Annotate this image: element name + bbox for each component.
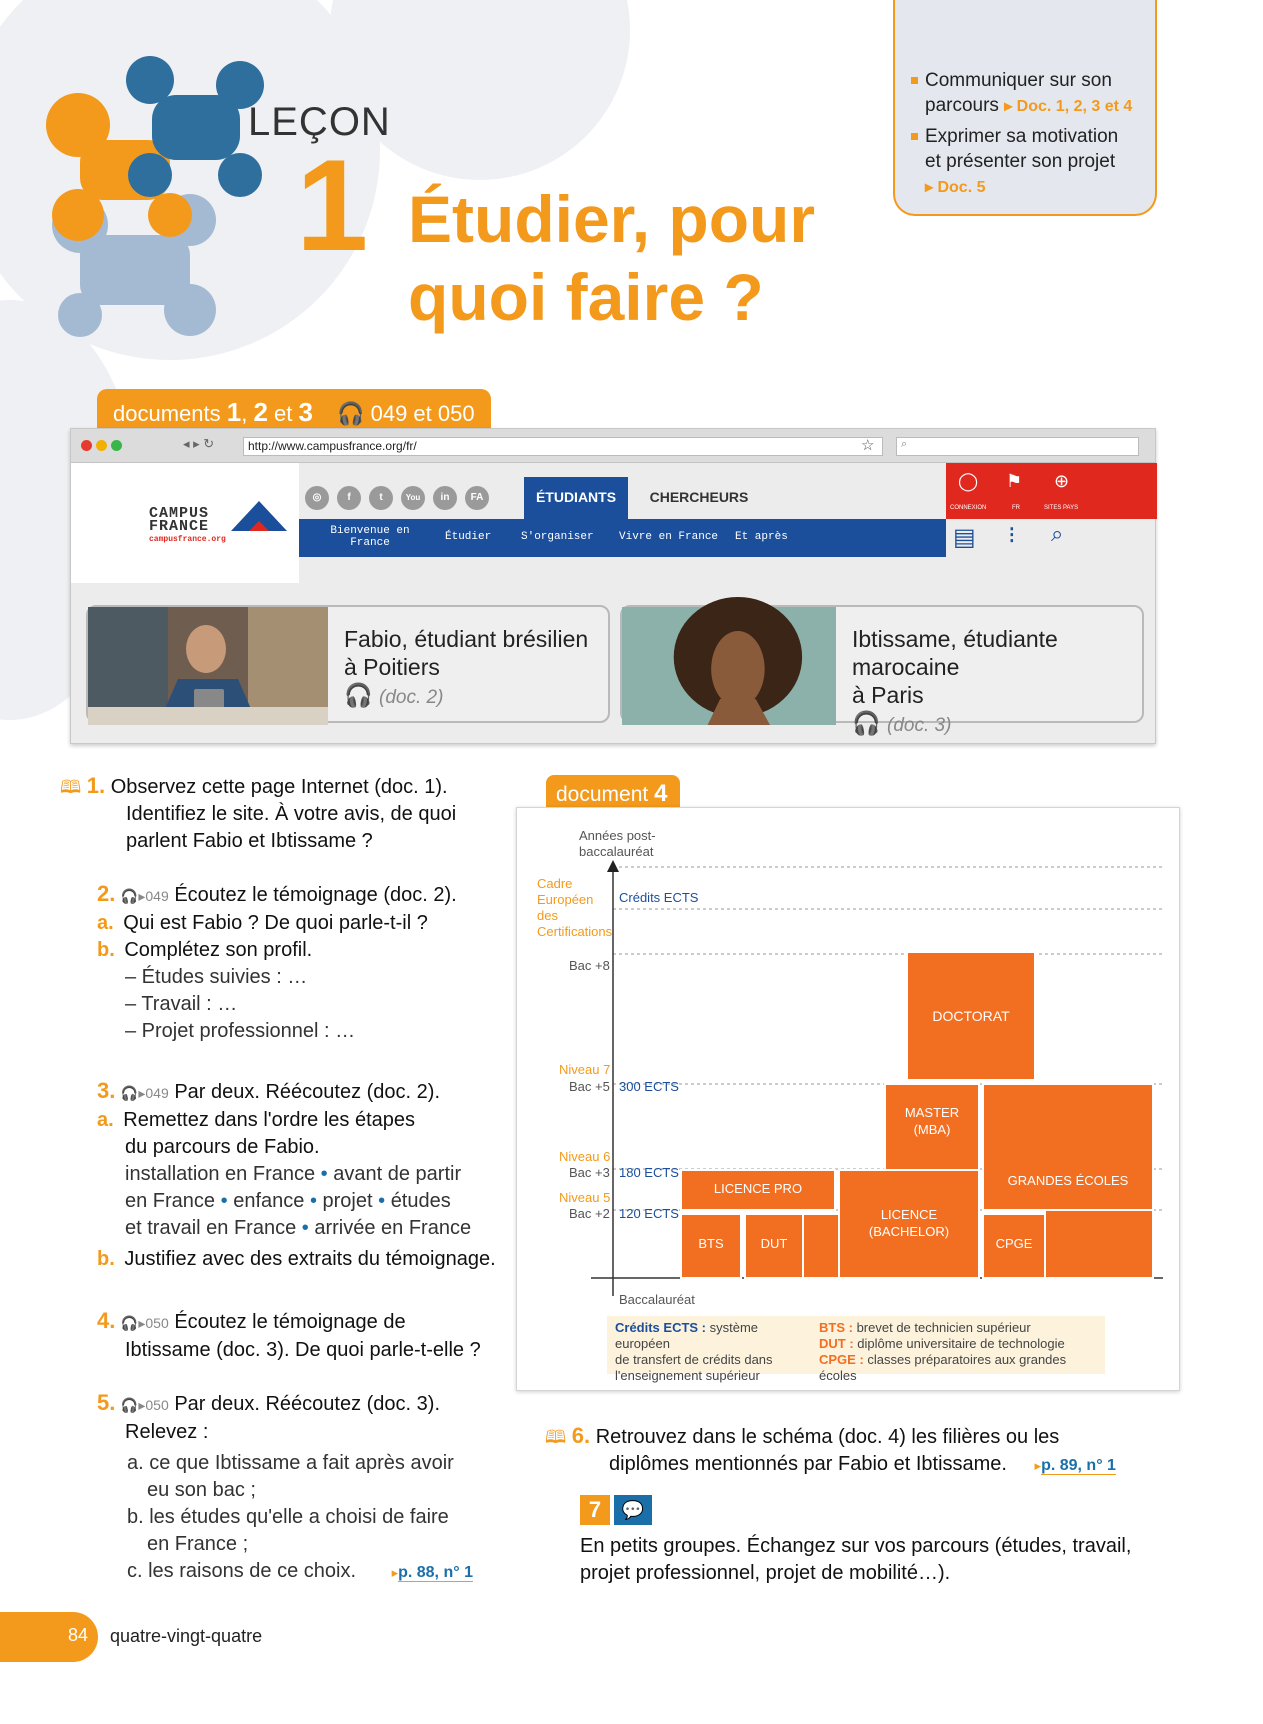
- card-doc-ref: (doc. 3): [887, 715, 952, 736]
- objectives-box: [893, 0, 1157, 216]
- social-linkedin-icon[interactable]: in: [433, 486, 457, 510]
- exercise-7: En petits groupes. Échangez sur vos parcours (études, travail, projet professionnel, projet de mobilité…).: [580, 1535, 1132, 1584]
- card-title: à Poitiers: [344, 654, 440, 680]
- box-licence: LICENCE (BACHELOR): [868, 1207, 950, 1239]
- search-icon[interactable]: ⌕: [1051, 521, 1064, 546]
- maximize-dot-icon[interactable]: [111, 440, 122, 451]
- exercise-7-badge: 7: [580, 1495, 610, 1525]
- star-icon[interactable]: ☆: [861, 437, 875, 454]
- social-youtube-icon[interactable]: You: [401, 486, 425, 510]
- row-ects: 300 ECTS: [619, 1079, 679, 1094]
- document-4-tab: document 4: [546, 775, 680, 809]
- campus-france-logo-icon: [231, 501, 287, 537]
- exercise-4: 4. 🎧▸050 Écoutez le témoignage de Ibtissame (doc. 3). De quoi parle-t-elle ?: [97, 1308, 481, 1361]
- lecon-number: 1: [296, 132, 369, 278]
- nav-item[interactable]: S'organiser: [521, 531, 594, 543]
- speech-bubble-icon: 💬: [614, 1495, 652, 1525]
- objective-item: Exprimer sa motivation et présenter son projet ▸ Doc. 5: [911, 124, 1145, 200]
- book-icon: 🕮: [545, 1427, 567, 1447]
- fabio-photo: [88, 607, 328, 725]
- title-line: quoi faire ?: [408, 260, 764, 334]
- cadre-label: Cadre Européen des Certifications: [537, 876, 613, 939]
- exercise-5: 5. 🎧▸050 Par deux. Réécoutez (doc. 3). Relevez : a. ce que Ibtissame a fait après avoir eu son bac ; b. les études qu'elle a choisi de faire en France ; c. les raisons de ce choix. ▸p. 88, n° 1: [97, 1390, 473, 1582]
- row-niveau: Niveau 5: [559, 1190, 611, 1205]
- row-bac: Bac +5: [569, 1079, 610, 1094]
- lecon-logo-icon: [40, 55, 270, 335]
- account-bar: ◯ ⚑ ⊕ CONNEXION FR SITES PAYS: [946, 463, 1157, 519]
- document-4-diagram: [516, 807, 1180, 1391]
- user-icon[interactable]: ◯: [958, 471, 979, 491]
- objective-item: Communiquer sur son parcours ▸ Doc. 1, 2, 3 et 4: [911, 68, 1145, 119]
- minimize-dot-icon[interactable]: [96, 440, 107, 451]
- exercise-reference[interactable]: p. 88, n° 1: [398, 1564, 473, 1581]
- headphones-icon: 🎧: [120, 1397, 139, 1413]
- globe-icon[interactable]: ⊕: [1054, 471, 1070, 491]
- site-nav: [299, 519, 946, 557]
- exercise-3: 3. 🎧▸049 Par deux. Réécoutez (doc. 2). a. Remettez dans l'ordre les étapes du parcours de Fabio. installation en France • avant de partir en France • enfance • projet • études et travail en France • arrivée en France b. Justifiez avec des extraits du témoignage.: [97, 1078, 496, 1270]
- social-facebook-icon[interactable]: f: [337, 486, 361, 510]
- credits-label: Crédits ECTS: [619, 890, 699, 905]
- headphones-icon: 🎧: [337, 401, 365, 426]
- card-doc-ref: (doc. 2): [379, 687, 444, 708]
- row-ects: 120 ECTS: [619, 1206, 679, 1221]
- audio-track[interactable]: 🎧▸049: [120, 1085, 169, 1101]
- browser-window: [70, 428, 1156, 744]
- headphones-icon: 🎧: [852, 710, 881, 736]
- y-axis-title: Années post- baccalauréat: [579, 828, 656, 859]
- row-niveau: Niveau 6: [559, 1149, 611, 1164]
- nav-item[interactable]: Bienvenue en France: [330, 525, 410, 549]
- page-title: [408, 180, 815, 336]
- flag-icon[interactable]: ⚑: [1006, 471, 1023, 491]
- nav-item[interactable]: Et après: [735, 531, 788, 543]
- tab-chercheurs[interactable]: CHERCHEURS: [649, 489, 749, 505]
- exercise-reference[interactable]: p. 89, n° 1: [1041, 1457, 1116, 1474]
- card-title: à Paris: [852, 682, 924, 708]
- row-bac: Bac +3: [569, 1165, 610, 1180]
- social-fa-icon[interactable]: FA: [465, 486, 489, 510]
- education-diagram: [517, 808, 1181, 1392]
- profile-card[interactable]: [86, 605, 610, 723]
- headphones-icon: 🎧: [344, 682, 373, 708]
- box-bts: BTS: [698, 1236, 724, 1251]
- documents-tab: documents 1, 2 et 3 🎧 049 et 050: [97, 389, 491, 429]
- headphones-icon: 🎧: [120, 1315, 139, 1331]
- box-cpge: CPGE: [995, 1236, 1033, 1251]
- audio-track[interactable]: 🎧▸050: [120, 1315, 169, 1331]
- browser-search-input[interactable]: ⌕: [896, 437, 1139, 456]
- exercise-2: 2. 🎧▸049 Écoutez le témoignage (doc. 2). a. Qui est Fabio ? De quoi parle-t-il ? b. Complétez son profil. – Études suivies : … – Travail : … – Projet professionnel : …: [97, 881, 457, 1042]
- box-licence-pro: LICENCE PRO: [713, 1181, 803, 1196]
- tab-etudiants[interactable]: ÉTUDIANTS: [524, 477, 628, 519]
- page-number: 84: [68, 1625, 89, 1645]
- baseline-label: Baccalauréat: [619, 1292, 695, 1307]
- row-ects: 180 ECTS: [619, 1165, 679, 1180]
- headphones-icon: 🎧: [120, 1085, 139, 1101]
- info-icon[interactable]: ⁝: [1008, 522, 1016, 549]
- card-title: Fabio, étudiant brésilien: [344, 626, 589, 652]
- close-dot-icon[interactable]: [81, 440, 92, 451]
- url-bar[interactable]: http://www.campusfrance.org/fr/: [243, 437, 883, 456]
- ibtissame-photo: [622, 607, 836, 725]
- box-grandes-ecoles: GRANDES ÉCOLES: [1007, 1173, 1129, 1188]
- card-title: Ibtissame, étudiante marocaine: [852, 626, 1058, 680]
- box-doctorat: DOCTORAT: [932, 1008, 1010, 1024]
- book-icon[interactable]: ▤: [953, 524, 976, 551]
- lecon-label: LEÇON: [248, 100, 391, 144]
- exercise-1: 🕮 1. Observez cette page Internet (doc. 1). Identifiez le site. À votre avis, de quoi parlent Fabio et Ibtissame ?: [60, 773, 457, 852]
- page-number-words: quatre-vingt-quatre: [110, 1626, 263, 1646]
- site-logo[interactable]: CAMPUS FRANCE campusfrance.org: [71, 463, 299, 583]
- row-bac: Bac +8: [569, 958, 610, 973]
- nav-item[interactable]: Étudier: [445, 531, 492, 543]
- book-icon: 🕮: [60, 777, 82, 797]
- headphones-icon: 🎧: [120, 888, 139, 904]
- row-bac: Bac +2: [569, 1206, 610, 1221]
- exercise-6: 🕮 6. Retrouvez dans le schéma (doc. 4) les filières ou les diplômes mentionnés par Fabio et Ibtissame. ▸p. 89, n° 1: [545, 1423, 1116, 1475]
- doc-reference[interactable]: ▸ Doc. 1, 2, 3 et 4: [1004, 98, 1133, 115]
- browser-toolbar: [71, 429, 1155, 463]
- social-instagram-icon[interactable]: ◎: [305, 486, 329, 510]
- social-twitter-icon[interactable]: t: [369, 486, 393, 510]
- box-dut: DUT: [760, 1236, 788, 1251]
- nav-arrows-icon[interactable]: ◂ ▸ ↻: [183, 436, 215, 451]
- audio-track[interactable]: 🎧▸050: [120, 1397, 169, 1413]
- title-line: Étudier, pour: [408, 182, 816, 256]
- nav-item[interactable]: Vivre en France: [619, 531, 719, 543]
- diagram-legend: Crédits ECTS : système européen de transfert de crédits dans l'enseignement supérieur BTS : brevet de technicien supérieur DUT : diplôme universitaire de technologie CPGE : classes préparatoires aux grandes écoles: [607, 1316, 1105, 1374]
- doc-reference[interactable]: ▸ Doc. 5: [925, 179, 986, 196]
- audio-track[interactable]: 🎧▸049: [120, 888, 169, 904]
- box-master: MASTER (MBA): [904, 1105, 960, 1137]
- row-niveau: Niveau 7: [559, 1062, 611, 1077]
- website-content: [71, 463, 1155, 743]
- profile-card[interactable]: [620, 605, 1144, 736]
